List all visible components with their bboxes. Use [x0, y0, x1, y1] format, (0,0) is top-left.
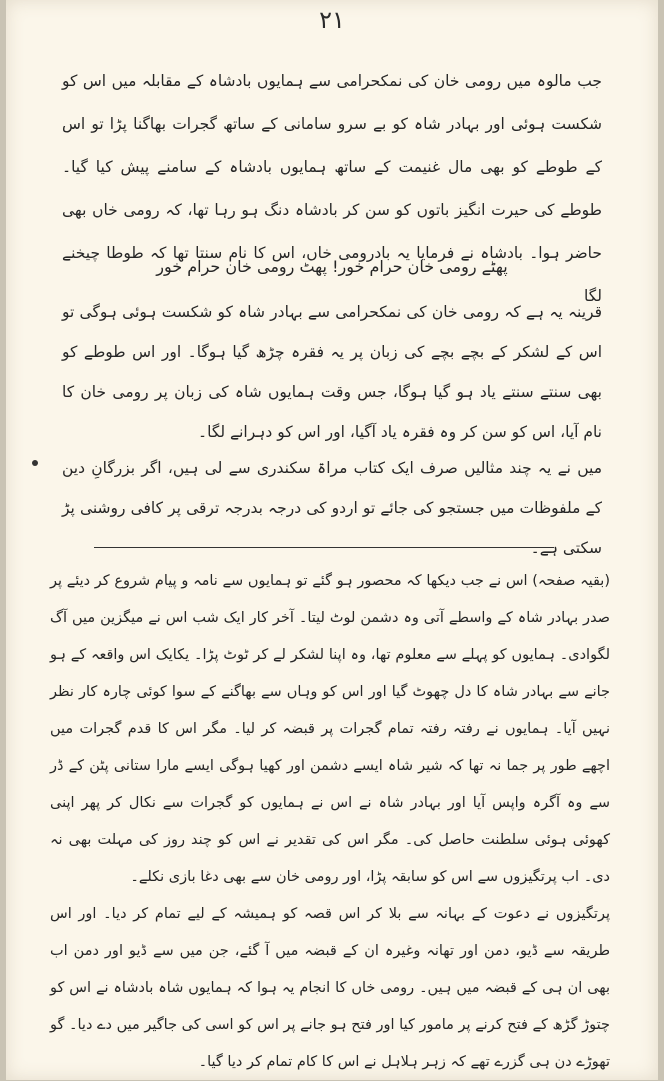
quoted-heading: پھٹے رومی خان حرام خور! پھٹ رومی خان حرام خور [156, 257, 508, 276]
paragraph-2: قرینہ یہ ہے کہ رومی خان کی نمکحرامی سے بہادر شاہ کو شکست ہوئی ہوگی تو اس کے لشکر کے بچے بچے کی زبان پر یہ فقرہ چڑھ گیا ہوگا۔ اور اس طوطے کو بھی سنتے سنتے یاد ہو گیا ہوگا، جس وقت ہمایوں شاہ کی زبان پر رومی خان کا نام آیا، اس کو سن کر وہ فقرہ یاد آگیا، اور اس کو دہرانے لگا۔ [62, 303, 602, 441]
page-number: ۲۱ [319, 6, 345, 34]
bullet-icon [32, 460, 38, 466]
paragraph-3: میں نے یہ چند مثالیں صرف ایک کتاب مراۃ سکندری سے لی ہیں، اگر بزرگانِ دین کے ملفوظات میں جستجو کی جائے تو اردو کی درجہ بدرجہ ترقی پر کافی روشنی پڑ سکتی ہے۔ [62, 459, 602, 557]
footnote-divider [94, 547, 554, 548]
footnote-paragraph-2: پرتگیزوں نے دعوت کے بہانہ سے بلا کر اس قصہ کو ہمیشہ کے لیے تمام کر دیا۔ اور اس طریقہ سے ڈیو، دمن اور تھانہ وغیرہ ان کے قبضہ میں آ گئے، جن میں سے ڈیو اور دمن اب بھی ان ہی کے قبضہ میں ہیں۔ رومی خاں کا انجام یہ ہوا کہ ہمایوں شاہ بادشاہ نے اس کو چتوڑ گڑھ کے فتح کرنے پر مامور کیا اور فتح ہو جانے پر اس کو اسی کی جاگیر میں دے دیا۔ گو تھوڑے دن ہی گزرے تھے کہ زہر ہلاہل نے اس کا کام تمام کر دیا گیا۔ [50, 906, 610, 1070]
footnote-paragraph-1: (بقیہ صفحہ) اس نے جب دیکھا کہ محصور ہو گئے تو ہمایوں سے نامہ و پیام شروع کر دیئے پر صدر بہادر شاہ کے واسطے آتی وہ دشمن لوٹ لیتا۔ آخر کار ایک شب اس نے میگزین میں آگ لگوادی۔ ہمایوں کو پہلے سے معلوم تھا، وہ اپنا لشکر لے کر ٹوٹ پڑا۔ یکایک اس واقعہ کے ہو جانے سے بہادر شاہ کا دل چھوٹ گیا اور اس کو وہاں سے بھاگنے کے سوا کوئی چارہ کار نظر نہیں آیا۔ ہمایوں نے رفتہ رفتہ تمام گجرات پر قبضہ کر لیا۔ مگر اس کا قدم گجرات میں اچھے طور پر جما نہ تھا کہ شیر شاہ ایسے دشمن اور کھیا ہوگی ایسے مارا ستانی پٹن کے ڈر سے وہ آگرہ واپس آیا اور بہادر شاہ نے اس نے ہمایوں کو گجرات سے نکال کر پھر اپنی کھوئی ہوئی سلطنت حاصل کی۔ مگر اس کی تقدیر نے اس کو چند روز کی مہلت بھی نہ دی۔ اب پرتگیزوں سے اس کو سابقہ پڑا، اور رومی خان سے بھی دغا بازی نکلے۔ [50, 573, 610, 885]
book-page [6, 0, 658, 1080]
footnote-block [50, 563, 610, 1081]
paragraph-1: جب مالوہ میں رومی خان کی نمکحرامی سے ہمایوں بادشاہ کے مقابلہ میں اس کو شکست ہوئی اور بہادر شاہ کو بے سرو سامانی کے ساتھ گجرات بھاگنا پڑا تو اس کے طوطے کو بھی مال غنیمت کے ساتھ ہمایوں بادشاہ کے سامنے پیش کیا گیا۔ طوطے کی حیرت انگیز باتوں کو سن کر بادشاہ دنگ ہو رہا تھا، کہ رومی خاں بھی حاضر ہوا۔ بادشاہ نے فرمایا یہ بادرومی خاں، اس کا نام سنتا تھا کہ طوطا چیخنے لگا [62, 72, 602, 305]
